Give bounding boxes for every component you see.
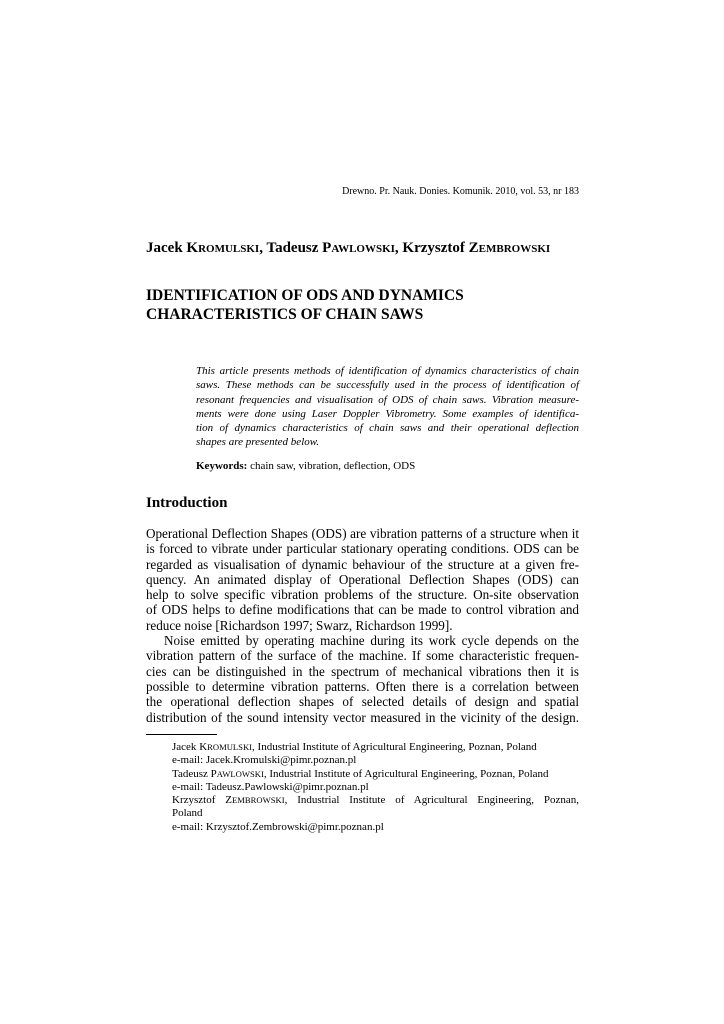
body-line: of ODS helps to define modifications that can be made to control vibration and xyxy=(146,602,579,618)
title-line: IDENTIFICATION OF ODS AND DYNAMICS xyxy=(146,287,464,304)
body-line: distribution of the sound intensity vector measured in the vicinity of the design. xyxy=(146,709,579,725)
body-line: vibration pattern of the surface of the machine. If some characteristic frequen- xyxy=(146,648,579,664)
footnote-affiliation: Jacek KROMULSKI, Industrial Institute of Agricultural Engineering, Poznan, Poland xyxy=(172,741,537,753)
title-line: CHARACTERISTICS OF CHAIN SAWS xyxy=(146,306,424,323)
section-heading: Introduction xyxy=(146,495,228,511)
body-line: quency. An animated display of Operational Deflection Shapes (ODS) can xyxy=(146,571,579,587)
body-line: regarded as visualisation of dynamic behaviour of the structure at a given fre- xyxy=(146,556,579,572)
body-line: help to solve specific vibration problems of the structure. On-site observation xyxy=(146,587,579,603)
abstract-line: This article presents methods of identification of dynamics characteristics of chain xyxy=(196,365,579,377)
abstract-line: shapes are presented below. xyxy=(196,436,320,449)
body-line: Noise emitted by operating machine during its work cycle depends on the xyxy=(164,633,579,649)
body-line: is forced to vibrate under particular stationary operating conditions. ODS can be xyxy=(146,541,579,557)
author-name: Krzysztof ZEMBROWSKI xyxy=(402,240,551,256)
keywords-list: chain saw, vibration, deflection, ODS xyxy=(247,460,416,472)
footnotes xyxy=(172,741,579,834)
body-line: Operational Deflection Shapes (ODS) are vibration patterns of a structure when it xyxy=(146,526,579,541)
body-line: possible to determine vibration patterns. Often there is a correlation between xyxy=(146,678,579,694)
footnote-affiliation-cont: Poland xyxy=(172,807,203,820)
footnote-email: e-mail: Tadeusz.Pawlowski@pimr.poznan.pl xyxy=(172,780,369,793)
keywords-label: Keywords: xyxy=(196,460,248,472)
body-text xyxy=(146,526,579,725)
author-name: Jacek KROMULSKI xyxy=(146,240,260,256)
body-line: the operational deflection shapes of selected details of design and spatial xyxy=(146,694,579,710)
paper-title xyxy=(146,286,586,324)
abstract-line: ments were done using Laser Doppler Vibrometry. Some examples of identifica- xyxy=(196,407,579,420)
abstract xyxy=(196,364,579,450)
abstract-line: tion of dynamics characteristics of chain saws and their operational deflection xyxy=(196,422,579,435)
footnote-affiliation: Tadeusz PAWLOWSKI, Industrial Institute of Agricultural Engineering, Poznan, Poland xyxy=(172,767,549,780)
body-line: cies can be distinguished in the spectrum of mechanical vibrations then it is xyxy=(146,663,579,679)
footnote-affiliation: Krzysztof ZEMBROWSKI, Industrial Institute of Agricultural Engineering, Poznan, xyxy=(172,794,579,807)
author-list: Jacek KROMULSKI, Tadeusz PAWLOWSKI, Krzysztof ZEMBROWSKI xyxy=(146,240,551,256)
journal-citation: Drewno. Pr. Nauk. Donies. Komunik. 2010, vol. 53, nr 183 xyxy=(342,186,579,197)
abstract-line: resonant frequencies and visualisation of ODS of chain saws. Vibration measure- xyxy=(196,393,579,406)
abstract-line: saws. These methods can be successfully used in the process of identification of xyxy=(196,379,579,392)
footnote-email: e-mail: Jacek.Kromulski@pimr.poznan.pl xyxy=(172,754,357,767)
footnote-email: e-mail: Krzysztof.Zembrowski@pimr.poznan.pl xyxy=(172,820,384,833)
footnote-rule xyxy=(146,734,217,735)
author-name: Tadeusz PAWLOWSKI xyxy=(266,240,395,256)
body-line: reduce noise [Richardson 1997; Swarz, Richardson 1999]. xyxy=(146,617,453,633)
keywords xyxy=(196,459,415,473)
